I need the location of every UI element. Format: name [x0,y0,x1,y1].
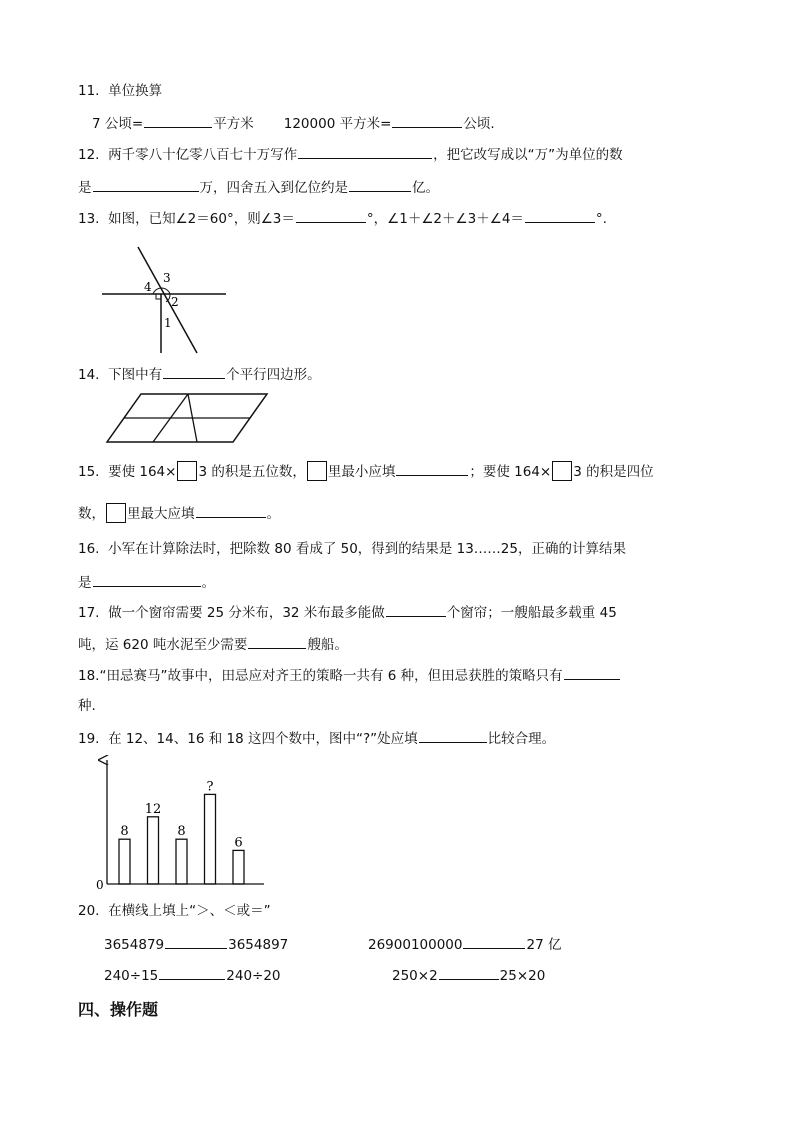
angle-label-1: 1 [164,316,172,330]
angle-label-4: 4 [144,280,152,294]
q20-row2-right: 250×2 25×20 [392,965,545,986]
q12-blank-b[interactable] [93,177,199,192]
q13-blank-b[interactable] [525,208,595,223]
q12-blank-a[interactable] [298,144,432,159]
q17-line1: 17. 做一个窗帘需要 25 分米布，32 米布最多能做 个窗帘；一艘船最多载重 45 [78,602,617,623]
q16-blank[interactable] [93,572,201,587]
q20-blank-a[interactable] [165,934,227,949]
q19-blank[interactable] [419,728,487,743]
q20-blank-b[interactable] [463,934,525,949]
q15-digit-box-4 [106,503,126,523]
q15-blank-a[interactable] [396,461,468,476]
origin-label: 0 [96,878,104,892]
q11-blank-a[interactable] [144,113,212,128]
q14-parallelogram-figure [100,388,275,446]
q20-title: 20. 在横线上填上“＞、＜或＝” [78,903,271,919]
q20-blank-c[interactable] [159,965,225,980]
angle-label-2: 2 [171,295,179,309]
q14-blank[interactable] [163,364,225,379]
bar-4 [205,794,216,884]
q15-blank-b[interactable] [196,503,266,518]
q18-line1: 18.“田忌赛马”故事中，田忌应对齐王的策略一共有 6 种，但田忌获胜的策略只有 [78,665,621,686]
q12-line1: 12. 两千零八十亿零八百七十万写作 ，把它改写成以“万”为单位的数 [78,144,623,165]
q13-line: 13. 如图，已知∠2＝60°，则∠3＝ °，∠1＋∠2＋∠3＋∠4＝ °. [78,208,607,229]
q20-row1-right: 26900100000 27 亿 [368,934,561,955]
q13-angle-figure [100,243,230,355]
q19-line: 19. 在 12、14、16 和 18 这四个数中，图中“?”处应填 比较合理。 [78,728,555,749]
bar-label-1: 8 [120,824,129,840]
q18-line2: 种. [78,698,96,714]
q12-blank-c[interactable] [349,177,411,192]
q15-line2: 数， 里最大应填 。 [78,503,280,525]
bar-2 [148,817,159,884]
slanted-line [138,247,197,353]
q16-line1: 16. 小军在计算除法时，把除数 80 看成了 50，得到的结果是 13……25，正确的计算结果 [78,541,626,557]
bar-label-2: 12 [144,801,162,817]
bar-3 [176,839,187,884]
q17-blank-a[interactable] [386,602,446,617]
q17-line2: 吨，运 620 吨水泥至少需要 艘船。 [78,634,348,655]
q20-row2-left: 240÷15 240÷20 [104,965,281,986]
bar-label-4: ? [206,779,214,795]
bar-label-5: 6 [234,835,243,851]
q19-bar-chart [92,754,270,894]
q18-blank[interactable] [564,665,620,680]
q15-digit-box-2 [307,461,327,481]
bar-1 [119,839,130,884]
bar-5 [233,850,244,884]
angle-label-3: 3 [163,271,171,285]
q11-blank-b[interactable] [392,113,462,128]
section-4-heading: 四、操作题 [78,1000,159,1019]
q20-row1-left: 3654879 3654897 [104,934,288,955]
q15-digit-box-1 [177,461,197,481]
q15-line1: 15. 要使 164× 3 的积是五位数， 里最小应填 ；要使 164× 3 的积是四位 [78,461,654,483]
bar-label-3: 8 [177,824,186,840]
q15-digit-box-3 [552,461,572,481]
q13-blank-a[interactable] [296,208,366,223]
q20-blank-d[interactable] [439,965,499,980]
q11-title: 11. 单位换算 [78,83,163,99]
q12-line2: 是 万，四舍五入到亿位约是 亿。 [78,177,439,198]
q14-line: 14. 下图中有 个平行四边形。 [78,364,321,385]
q11-line: 7 公顷= 平方米 120000 平方米= 公顷. [92,113,495,134]
q17-blank-b[interactable] [248,634,306,649]
q16-line2: 是 。 [78,572,215,593]
